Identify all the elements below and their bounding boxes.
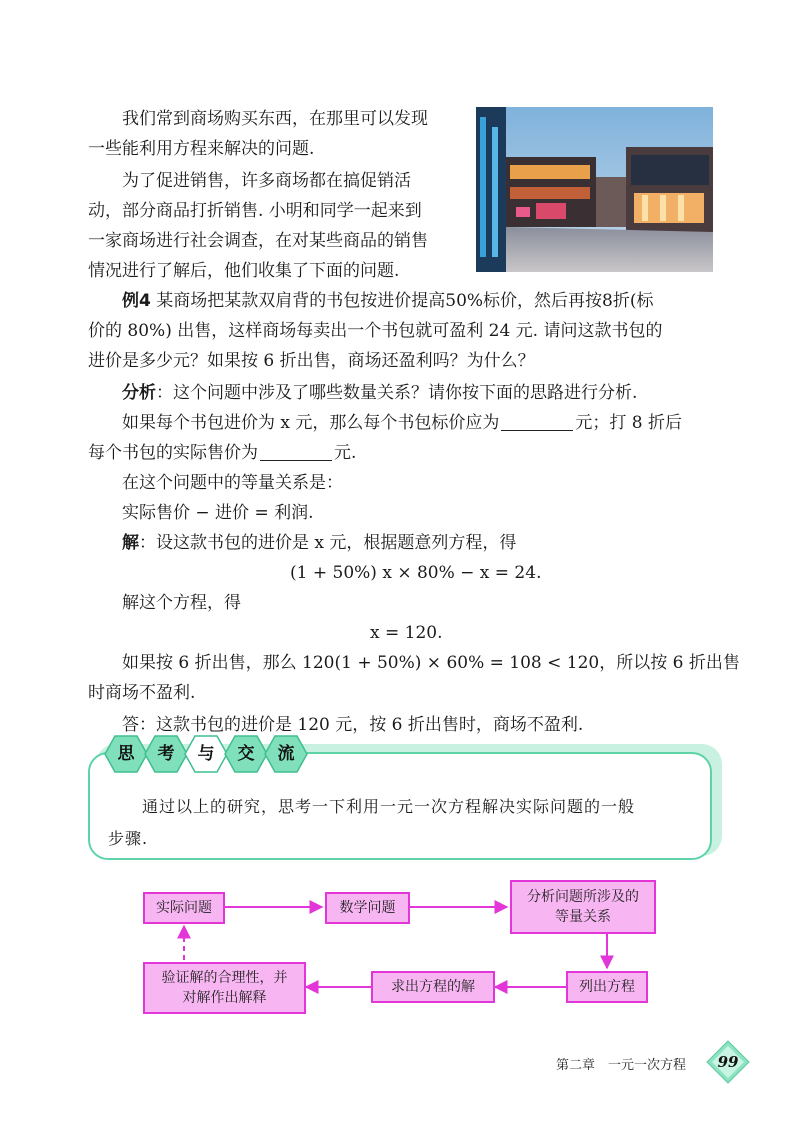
example-line-3: 进价是多少元？如果按 6 折出售，商场还盈利吗？为什么？ xyxy=(88,351,535,371)
think-char-2: 考 xyxy=(157,744,175,764)
solution-line-4: 时商场不盈利. xyxy=(88,683,196,703)
solution-text-1: ：设这款书包的进价是 x 元，根据题意列方程，得 xyxy=(139,533,517,553)
example-line-2: 价的 80%) 出售，这样商场每卖出一个书包就可盈利 24 元. 请问这款书包的 xyxy=(88,321,663,341)
flow-box-verify-solution: 验证解的合理性，并对解作出解释 xyxy=(143,962,306,1014)
think-line-1: 通过以上的研究，思考一下利用一元一次方程解决实际问题的一般 xyxy=(142,797,636,816)
solution-label: 解 xyxy=(122,533,139,553)
chapter-footer: 第二章 一元一次方程 xyxy=(556,1058,687,1073)
example-label: 例4 xyxy=(122,291,151,311)
shopping-mall-photo xyxy=(476,107,713,272)
page-number: 99 xyxy=(717,1053,739,1071)
flow-box-real-problem: 实际问题 xyxy=(143,892,225,924)
think-char-3: 与 xyxy=(197,744,215,764)
fill-blank-2[interactable] xyxy=(260,442,332,461)
analysis-line-1 xyxy=(122,378,637,408)
think-char-1: 思 xyxy=(117,744,135,764)
equation-2: x = 120. xyxy=(370,623,443,643)
solution-line-1 xyxy=(122,528,516,558)
think-char-4: 交 xyxy=(237,744,255,764)
intro-line-1: 我们常到商场购买东西，在那里可以发现 xyxy=(122,109,428,129)
analysis-text-2a: 如果每个书包进价为 x 元，那么每个书包标价应为 xyxy=(122,413,500,433)
analysis-text-3a: 每个书包的实际售价为 xyxy=(88,443,258,463)
flow-box-math-problem: 数学问题 xyxy=(325,892,410,924)
intro-line-5: 一家商场进行社会调查，在对某些商品的销售 xyxy=(88,231,428,251)
flow-box-analyze-relations: 分析问题所涉及的等量关系 xyxy=(510,880,656,934)
analysis-text-3b: 元. xyxy=(334,443,357,463)
analysis-text-2b: 元；打 8 折后 xyxy=(575,413,683,433)
think-line-2: 步骤. xyxy=(108,829,149,848)
fill-blank-1[interactable] xyxy=(501,412,573,431)
intro-line-6: 情况进行了解后，他们收集了下面的问题. xyxy=(88,261,400,281)
analysis-line-5: 实际售价 − 进价 = 利润. xyxy=(122,503,314,523)
analysis-text-1: ：这个问题中涉及了哪些数量关系？请你按下面的思路进行分析. xyxy=(156,383,638,403)
example-text-1: 某商场把某款双肩背的书包按进价提高50%标价，然后再按8折(标 xyxy=(156,291,654,311)
equation-1: (1 + 50%) x × 80% − x = 24. xyxy=(290,563,542,583)
analysis-line-2 xyxy=(122,408,682,438)
flow-box-solve-equation: 求出方程的解 xyxy=(371,971,495,1003)
answer-line: 答：这款书包的进价是 120 元，按 6 折出售时，商场不盈利. xyxy=(122,715,584,735)
intro-line-3: 为了促进销售，许多商场都在搞促销活 xyxy=(122,171,411,191)
analysis-line-4: 在这个问题中的等量关系是： xyxy=(122,473,343,493)
flow-box-set-equation: 列出方程 xyxy=(566,971,648,1003)
solution-line-3: 如果按 6 折出售，那么 120(1 + 50%) × 60% = 108 < 120，所以按 6 折出售 xyxy=(122,653,740,673)
intro-line-2: 一些能利用方程来解决的问题. xyxy=(88,139,315,159)
solution-line-2: 解这个方程，得 xyxy=(122,593,241,613)
example-line-1 xyxy=(122,286,653,316)
intro-line-4: 动，部分商品打折销售. 小明和同学一起来到 xyxy=(88,201,422,221)
analysis-label: 分析 xyxy=(122,383,156,403)
think-char-5: 流 xyxy=(277,744,295,764)
analysis-line-3 xyxy=(88,438,356,468)
